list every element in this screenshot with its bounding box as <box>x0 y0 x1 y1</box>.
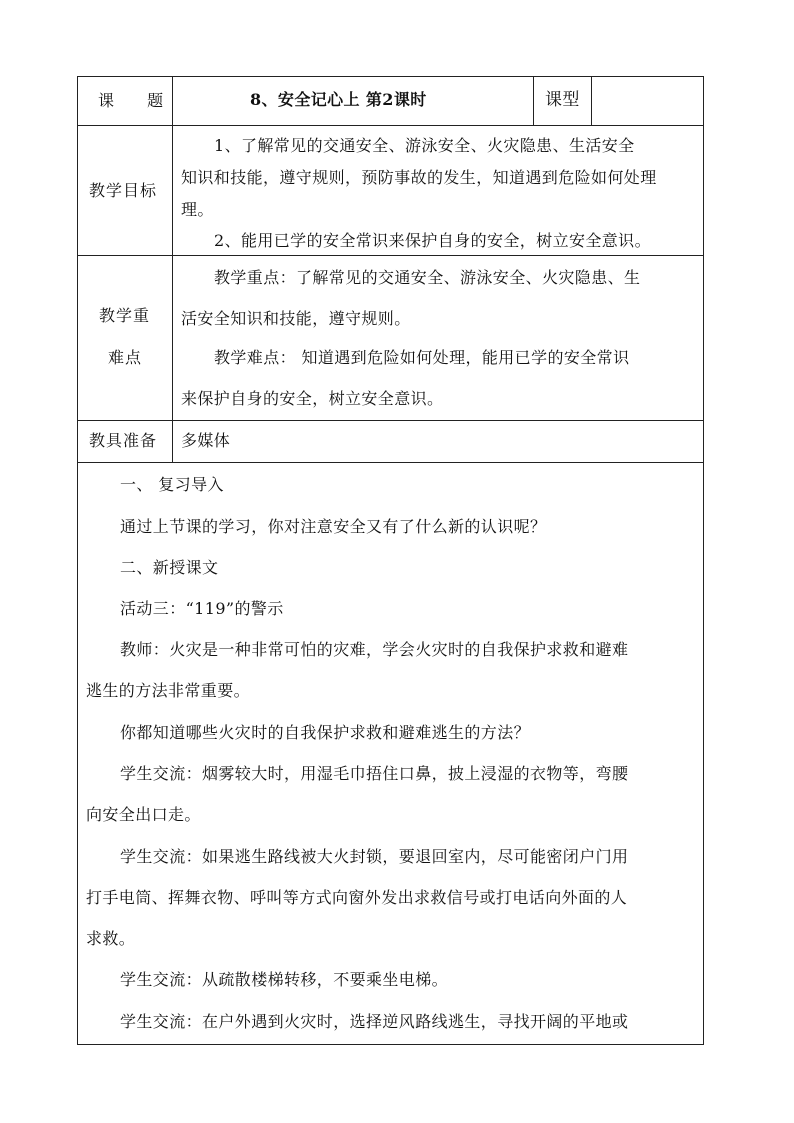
key-points-line: 来保护自身的安全，树立安全意识。 <box>181 389 444 408</box>
topic-label: 课 题 <box>98 91 178 110</box>
process-line: 求救。 <box>86 929 136 948</box>
process-line: 逃生的方法非常重要。 <box>86 681 251 700</box>
process-line: 学生交流：如果逃生路线被大火封锁，要退回室内，尽可能密闭户门用 <box>120 847 629 866</box>
column-divider <box>172 76 173 462</box>
objectives-line: 2、能用已学的安全常识来保护自身的安全，树立安全意识。 <box>214 231 651 250</box>
key-points-line: 教学重点：了解常见的交通安全、游泳安全、火灾隐患、生 <box>214 268 641 287</box>
process-line: 学生交流：从疏散楼梯转移，不要乘坐电梯。 <box>120 970 449 989</box>
process-line: 打手电筒、挥舞衣物、呼叫等方式向窗外发出求救信号或打电话向外面的人 <box>86 888 628 907</box>
process-line: 学生交流：在户外遇到火灾时，选择逆风路线逃生，寻找开阔的平地或 <box>120 1012 629 1031</box>
objectives-line: 1、了解常见的交通安全、游泳安全、火灾隐患、生活安全 <box>214 136 635 155</box>
row-divider <box>77 462 704 463</box>
process-line: 教师：火灾是一种非常可怕的灾难，学会火灾时的自我保护求救和避难 <box>120 640 629 659</box>
process-line: 向安全出口走。 <box>86 805 201 824</box>
process-line: 一、 复习导入 <box>120 475 224 494</box>
materials-label: 教具准备 <box>89 431 158 450</box>
materials-value: 多媒体 <box>181 431 231 450</box>
objectives-label: 教学目标 <box>89 181 158 200</box>
column-divider <box>533 76 534 125</box>
objectives-line: 知识和技能，遵守规则，预防事故的发生，知道遇到危险如何处理 <box>181 168 657 187</box>
topic-value: 8、安全记心上 第2课时 <box>250 90 427 109</box>
objectives-line: 理。 <box>181 200 214 219</box>
process-line: 学生交流：烟雾较大时，用湿毛巾捂住口鼻，披上浸湿的衣物等，弯腰 <box>120 764 629 783</box>
key-points-line: 教学难点： 知道遇到危险如何处理，能用已学的安全常识 <box>214 348 630 367</box>
process-line: 活动三：“119”的警示 <box>120 599 284 618</box>
process-line: 二、新授课文 <box>120 558 219 577</box>
key-points-label: 难点 <box>108 348 143 367</box>
key-points-line: 活安全知识和技能，遵守规则。 <box>181 309 411 328</box>
column-divider <box>591 76 592 125</box>
type-label: 课型 <box>545 90 580 110</box>
process-line: 你都知道哪些火灾时的自我保护求救和避难逃生的方法？ <box>120 723 531 742</box>
process-line: 通过上节课的学习，你对注意安全又有了什么新的认识呢？ <box>120 517 547 536</box>
key-points-label: 教学重 <box>99 306 151 325</box>
